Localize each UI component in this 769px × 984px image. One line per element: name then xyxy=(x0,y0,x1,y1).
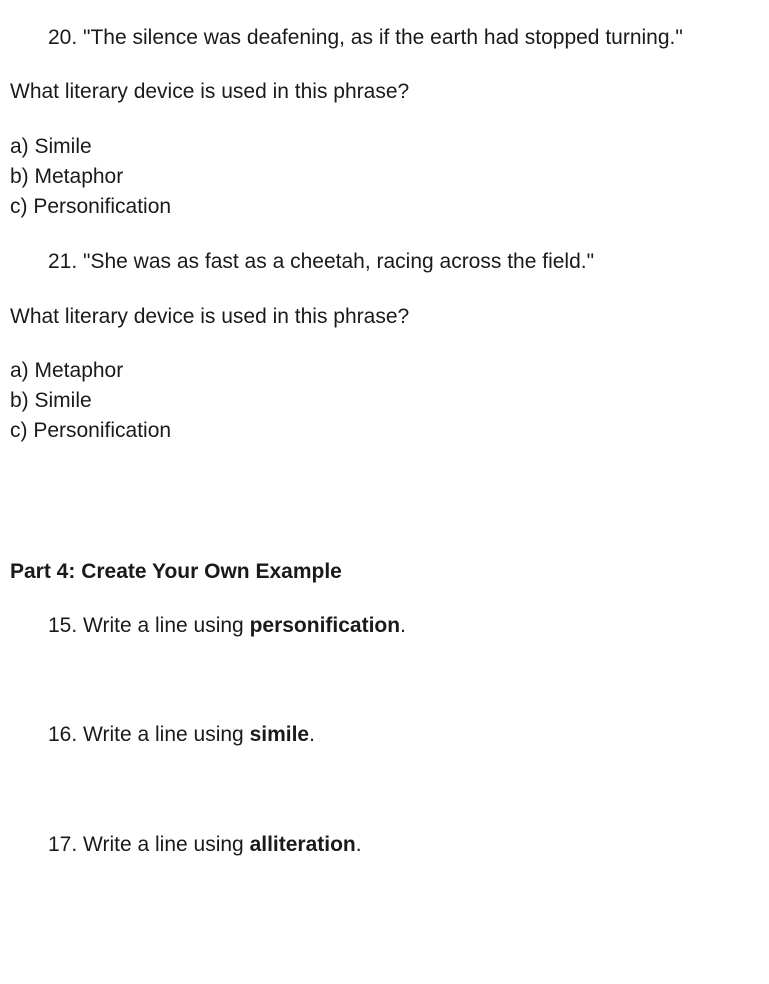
prompt-15-suffix: . xyxy=(400,614,406,637)
question-21-option-b: b) Simile xyxy=(10,389,92,412)
question-20-option-c: c) Personification xyxy=(10,195,172,218)
question-21-prompt: 21. "She was as fast as a cheetah, racing across the field." xyxy=(48,250,595,273)
question-20-option-a: a) Simile xyxy=(10,135,92,158)
question-20-option-b: b) Metaphor xyxy=(10,165,124,188)
prompt-16 xyxy=(48,724,315,745)
prompt-15 xyxy=(48,615,406,636)
prompt-17-term: alliteration xyxy=(249,833,356,856)
question-20-text: What literary device is used in this phrase? xyxy=(10,80,410,103)
question-21-text: What literary device is used in this phrase? xyxy=(10,305,410,328)
prompt-17 xyxy=(48,834,362,855)
prompt-16-suffix: . xyxy=(309,723,315,746)
part-4-heading: Part 4: Create Your Own Example xyxy=(10,560,342,583)
question-21-option-a: a) Metaphor xyxy=(10,359,124,382)
prompt-16-term: simile xyxy=(249,723,310,746)
prompt-17-prefix: 17. Write a line using xyxy=(48,833,250,856)
prompt-17-suffix: . xyxy=(355,833,362,856)
question-20-prompt: 20. "The silence was deafening, as if the earth had stopped turning." xyxy=(48,26,683,49)
prompt-15-prefix: 15. Write a line using xyxy=(48,614,250,637)
prompt-15-term: personification xyxy=(249,614,401,637)
question-21-option-c: c) Personification xyxy=(10,419,172,442)
prompt-16-prefix: 16. Write a line using xyxy=(48,723,250,746)
